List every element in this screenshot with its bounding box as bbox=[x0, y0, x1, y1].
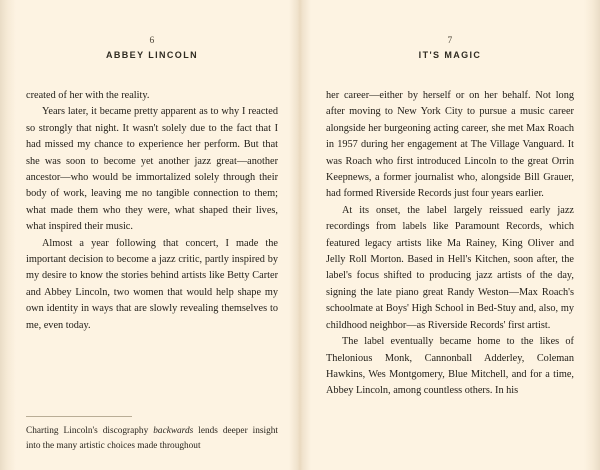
running-head-right: IT'S MAGIC bbox=[418, 50, 482, 60]
paragraph: created of her with the reality. bbox=[26, 90, 150, 101]
footnote-divider bbox=[26, 416, 132, 417]
page-number-left: 6 bbox=[149, 36, 155, 46]
footnote-emphasis: backwards bbox=[153, 426, 194, 436]
footnote-block bbox=[26, 416, 278, 454]
footnote-text bbox=[26, 424, 278, 454]
paragraph: her career—either by herself or on her behalf. Not long after moving to New York City to pursue a music career alongside her burgeoning acting career, she met Max Roach in 1957 during her engagement at The Village Vanguard. It was Roach who first introduced Lincoln to the great Orrin Keepnews, a former journalist who, alongside Bill Grauer, had formed Riverside Records just four years earlier. bbox=[326, 90, 574, 200]
paragraph: At its onset, the label largely reissued early jazz recordings from labels like Paramount Records, which featured legacy artists like Ma Rainey, King Oliver and Jelly Roll Morton. Based in Hell's Kitchen, soon after, the label's focus shifted to producing jazz artists of the day, signing the late piano great Randy Weston—Max Roach's schoolmate at Boys' High School in Bed-Stuy and, also, my childhood neighbor—as Riverside Records' first artist. bbox=[326, 204, 574, 331]
right-page bbox=[300, 0, 600, 470]
footnote-text-part-2: lends deeper insight into the many artistic choices made throughout bbox=[26, 426, 278, 451]
paragraph: The label eventually became home to the likes of Thelonious Monk, Cannonball Adderley, Coleman Hawkins, Wes Montgomery, Blue Mitchell, and for a time, Abbey Lincoln, among countless others. In his bbox=[326, 336, 574, 397]
page-number-right: 7 bbox=[447, 36, 453, 46]
running-head-left: ABBEY LINCOLN bbox=[105, 50, 199, 60]
paragraph: Almost a year following that concert, I made the important decision to become a jazz critic, partly inspired by my desire to know the stories behind artists like Betty Carter and Abbey Lincoln, two women that would help shape my own identity in ways that are slowly revealing themselves to me, even today. bbox=[26, 237, 278, 331]
footnote-text-part-1: Charting Lincoln's discography bbox=[26, 426, 154, 436]
body-text-left bbox=[26, 88, 278, 334]
body-text-right bbox=[326, 88, 574, 400]
paragraph: Years later, it became pretty apparent as to why I reacted so strongly that night. It wasn't solely due to the fact that I had missed my chance to experience her perform. But that she was soon to become yet another jazz great—another ancestor—who would be immortalized solely through their body of work, leaving me no tangible connection to them; what made them who they were, what shaped their lives, what inspired their music. bbox=[26, 106, 278, 233]
